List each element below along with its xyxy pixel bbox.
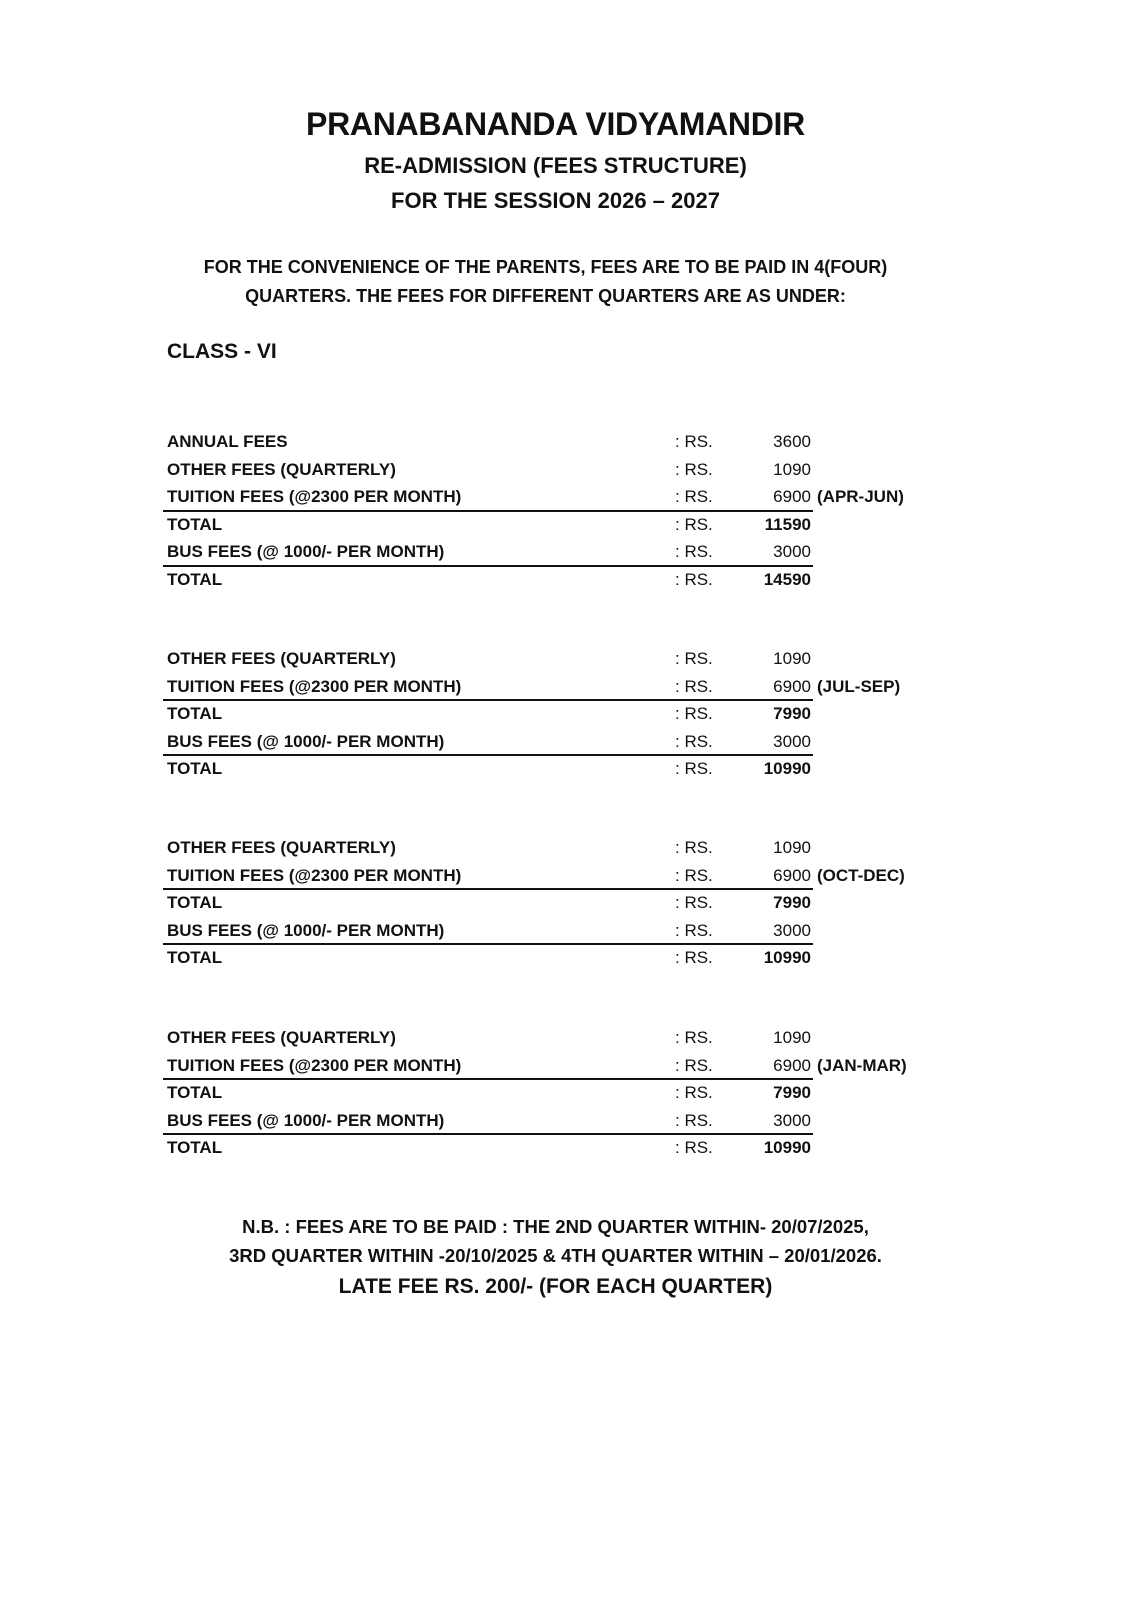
fee-row-tuition [163, 862, 923, 890]
fee-row-tuition [163, 1052, 923, 1080]
currency-prefix: : RS. [675, 514, 713, 534]
currency-prefix: : RS. [675, 542, 713, 561]
currency-prefix: : RS. [675, 731, 713, 751]
fee-label: OTHER FEES (QUARTERLY) [167, 649, 396, 668]
currency-prefix: : RS. [675, 1055, 713, 1075]
fee-row-subtotal [163, 1079, 923, 1107]
fee-amount: 6900 [773, 487, 811, 506]
intro-line-1: FOR THE CONVENIENCE OF THE PARENTS, FEES ARE TO BE PAID IN 4(FOUR) [203, 257, 888, 277]
currency-prefix: : RS. [675, 759, 713, 778]
fee-row-tuition [163, 483, 923, 511]
fee-row-grand-total [163, 566, 923, 594]
late-fee-note: LATE FEE RS. 200/- (FOR EACH QUARTER) [338, 1275, 773, 1298]
fee-row-bus [163, 538, 923, 566]
fee-row-other [163, 456, 923, 484]
currency-prefix: : RS. [675, 1028, 713, 1047]
fee-amount: 3000 [773, 731, 811, 751]
fee-amount: 3000 [773, 1110, 811, 1130]
currency-prefix: : RS. [675, 487, 713, 506]
session-label: FOR THE SESSION 2026 – 2027 [391, 188, 720, 213]
fee-label: TUITION FEES (@2300 PER MONTH) [167, 487, 462, 506]
fee-row-grand-total [163, 755, 923, 783]
fee-row-subtotal [163, 700, 923, 728]
fee-label: BUS FEES (@ 1000/- PER MONTH) [167, 1110, 445, 1130]
document-subtitle: RE-ADMISSION (FEES STRUCTURE) [364, 153, 747, 178]
fee-amount: 10990 [763, 759, 811, 778]
fee-label: TUITION FEES (@2300 PER MONTH) [167, 1055, 462, 1075]
fee-amount: 10990 [763, 948, 811, 967]
fee-row-other [163, 1024, 923, 1052]
fee-label: TOTAL [167, 569, 223, 589]
fee-amount: 7990 [773, 704, 811, 723]
fee-row-subtotal [163, 889, 923, 917]
fee-row-grand-total [163, 944, 923, 972]
fee-label: TUITION FEES (@2300 PER MONTH) [167, 865, 462, 885]
fee-amount: 1090 [773, 649, 811, 668]
currency-prefix: : RS. [675, 920, 713, 940]
quarter-period: (JAN-MAR) [817, 1055, 907, 1075]
fee-amount: 1090 [773, 838, 811, 857]
fee-row-other [163, 834, 923, 862]
currency-prefix: : RS. [675, 649, 713, 668]
fee-amount: 1090 [773, 459, 811, 479]
fee-amount: 3000 [773, 920, 811, 940]
fee-amount: 3000 [773, 542, 811, 561]
quarter-block-jul-sep [163, 645, 923, 783]
intro-line-2: QUARTERS. THE FEES FOR DIFFERENT QUARTERS ARE AS UNDER: [245, 286, 846, 306]
fee-label: TOTAL [167, 759, 223, 778]
fee-amount: 11590 [764, 514, 811, 534]
fee-amount: 6900 [773, 676, 811, 696]
currency-prefix: : RS. [675, 1083, 713, 1102]
fee-label: TOTAL [167, 893, 223, 912]
quarter-block-jan-mar [163, 1024, 923, 1162]
fee-label: TOTAL [167, 514, 223, 534]
fee-label: BUS FEES (@ 1000/- PER MONTH) [167, 920, 445, 940]
fee-label: BUS FEES (@ 1000/- PER MONTH) [167, 731, 445, 751]
fee-amount: 1090 [773, 1028, 811, 1047]
note-due-dates-line-1: N.B. : FEES ARE TO BE PAID : THE 2ND QUARTER WITHIN- 20/07/2025, [242, 1216, 869, 1237]
fee-label: OTHER FEES (QUARTERLY) [167, 838, 396, 857]
fee-row-subtotal [163, 511, 923, 539]
fee-label: TOTAL [167, 1138, 223, 1157]
fee-row-bus [163, 1107, 923, 1135]
fee-amount: 6900 [773, 865, 811, 885]
currency-prefix: : RS. [675, 704, 713, 723]
currency-prefix: : RS. [675, 893, 713, 912]
fee-label: OTHER FEES (QUARTERLY) [167, 459, 396, 479]
quarter-block-apr-jun [163, 428, 923, 593]
currency-prefix: : RS. [675, 865, 713, 885]
fee-label: TOTAL [167, 948, 223, 967]
fee-amount: 14590 [763, 569, 811, 589]
fee-row-other [163, 645, 923, 673]
fee-label: OTHER FEES (QUARTERLY) [167, 1028, 396, 1047]
class-label: CLASS - VI [167, 340, 277, 363]
currency-prefix: : RS. [675, 432, 713, 451]
fee-label: TOTAL [167, 704, 223, 723]
currency-prefix: : RS. [675, 569, 713, 589]
currency-prefix: : RS. [675, 1138, 713, 1157]
currency-prefix: : RS. [675, 459, 713, 479]
fee-row-tuition [163, 673, 923, 701]
currency-prefix: : RS. [675, 1110, 713, 1130]
quarter-period: (OCT-DEC) [817, 865, 905, 885]
fee-row-grand-total [163, 1134, 923, 1162]
fee-row-annual [163, 428, 923, 456]
fee-row-bus [163, 917, 923, 945]
quarter-period: (APR-JUN) [817, 487, 904, 506]
fee-label: TOTAL [167, 1083, 223, 1102]
fee-label: BUS FEES (@ 1000/- PER MONTH) [167, 542, 445, 561]
fee-amount: 3600 [773, 432, 811, 451]
school-name: PRANABANANDA VIDYAMANDIR [306, 106, 805, 142]
fee-amount: 6900 [773, 1055, 811, 1075]
currency-prefix: : RS. [675, 948, 713, 967]
fee-label: TUITION FEES (@2300 PER MONTH) [167, 676, 462, 696]
fee-amount: 7990 [773, 893, 811, 912]
currency-prefix: : RS. [675, 676, 713, 696]
fee-label: ANNUAL FEES [167, 432, 288, 451]
note-due-dates-line-2: 3RD QUARTER WITHIN -20/10/2025 & 4TH QUARTER WITHIN – 20/01/2026. [229, 1245, 882, 1266]
fee-amount: 10990 [763, 1138, 811, 1157]
quarter-block-oct-dec [163, 834, 923, 972]
quarter-period: (JUL-SEP) [817, 676, 901, 696]
currency-prefix: : RS. [675, 838, 713, 857]
fee-row-bus [163, 728, 923, 756]
fee-amount: 7990 [773, 1083, 811, 1102]
